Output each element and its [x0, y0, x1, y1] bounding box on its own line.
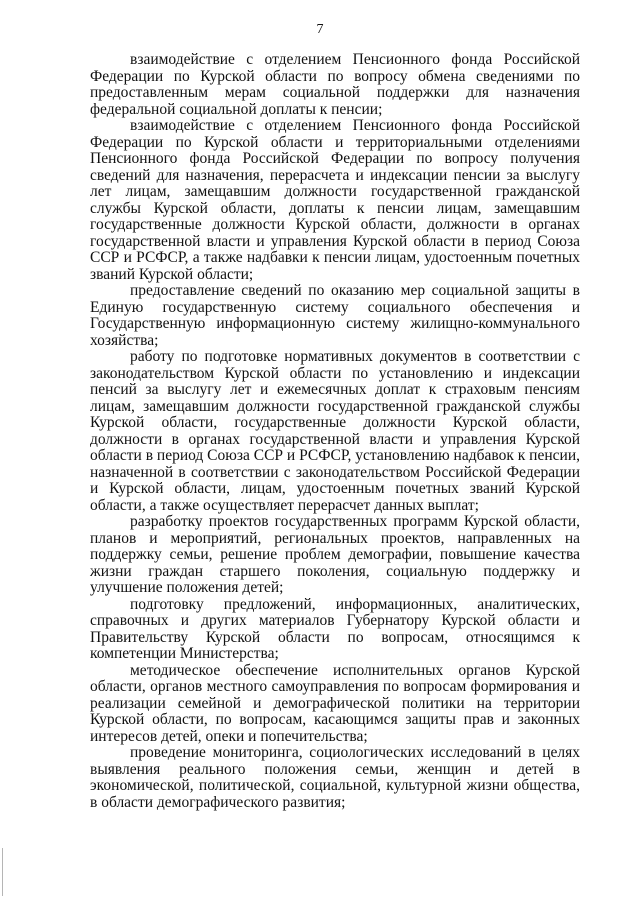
paragraph-pfr-federal-supplement: взаимодействие с отделением Пенсионного фонда Российской Федерации по Курской области по вопросу обмена сведениями по предоставленным мерам социальной поддержки для назначения федеральной социальной доплаты к пенсии; — [90, 51, 580, 118]
body-text — [90, 52, 580, 811]
paragraph-pfr-pension-data: взаимодействие с отделением Пенсионного фонда Российской Федерации по Курской области и территориальными отделениями Пенсионного фонда Российской Федерации по вопросу получения сведений для назначения, перерасчета и индексации пенсии за выслугу лет лицам, замещавшим должности государственной гражданской службы Курской области, доплаты к пенсии лицам, замещавшим государственные должности Курской области, должности в органах государственной власти и управления Курской области в период Союза ССР и РСФСР, а также надбавки к пенсии лицам, удостоенным почетных званий Курской области; — [90, 117, 580, 283]
paragraph-social-security-systems: предоставление сведений по оказанию мер социальной защиты в Единую государственную систему социального обеспечения и Государственную информационную систему жилищно-коммунального хозяйства; — [90, 282, 580, 349]
paragraph-state-programs: разработку проектов государственных программ Курской области, планов и мероприятий, региональных проектов, направленных на поддержку семьи, решение проблем демографии, повышение качества жизни граждан старшего поколения, социальную поддержку и улучшение положения детей; — [90, 513, 580, 596]
paragraph-monitoring-research: проведение мониторинга, социологических исследований в целях выявления реального положения семьи, женщин и детей в экономической, политической, социальной, культурной жизни общества, в области демографического развития; — [90, 744, 580, 811]
paragraph-materials-governor: подготовку предложений, информационных, аналитических, справочных и других материалов Губернатору Курской области и Правительству Курской области по вопросам, относящимся к компетенции Министерства; — [90, 595, 580, 662]
paragraph-methodical-support: методическое обеспечение исполнительных органов Курской области, органов местного самоуправления по вопросам формирования и реализации семейной и демографической политики на территории Курской области, по вопросам, касающимся защиты прав и законных интересов детей, опеки и попечительства; — [90, 661, 580, 745]
paragraph-normative-documents: работу по подготовке нормативных документов в соответствии с законодательством Курской области по установлению и индексации пенсий за выслугу лет и ежемесячных доплат к страховым пенсиям лицам, замещавшим должности государственной гражданской службы Курской области, государственные должности Курской области, должности в органах государственной власти и управления Курской области в период Союза ССР и РСФСР, установлению надбавок к пенсии, назначенной в соответствии с законодательством Российской Федерации и Курской области, лицам, удостоенным почетных званий Курской области, а также осуществляет перерасчет данных выплат; — [90, 348, 580, 514]
page-number: 7 — [316, 22, 324, 37]
scan-edge-line — [2, 848, 3, 896]
